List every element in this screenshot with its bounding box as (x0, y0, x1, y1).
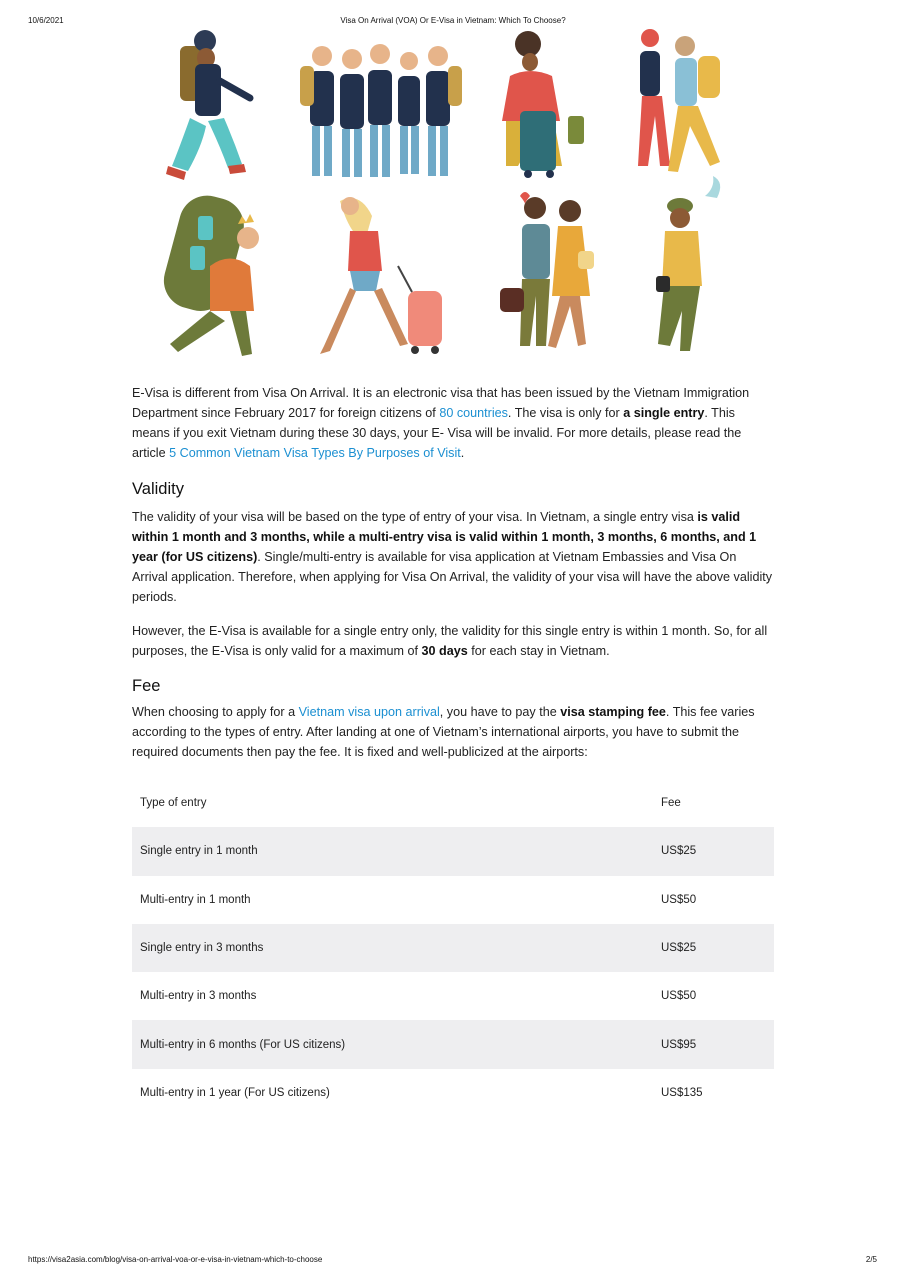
traveler-figure (166, 30, 250, 180)
validity-heading: Validity (132, 480, 184, 498)
fee-cell: US$135 (661, 1086, 703, 1099)
table-row (132, 972, 774, 1020)
table-row (132, 924, 774, 972)
text-run: . This means if you exit Vietnam during these 30 days, your E- Visa will be invalid. For more details, please read the article (132, 406, 742, 460)
fee-cell: US$95 (661, 1038, 697, 1051)
fee-cell: US$25 (661, 942, 697, 955)
print-date: 10/6/2021 (28, 16, 64, 25)
traveler-couple-figure (500, 192, 594, 348)
table-row (132, 1069, 774, 1117)
entry-type-cell: Single entry in 3 months (140, 942, 264, 955)
entry-type-cell: Multi-entry in 3 months (140, 990, 257, 1003)
entry-type-cell: Single entry in 1 month (140, 845, 258, 858)
header-fee: Fee (661, 797, 681, 810)
traveler-group-figure (300, 44, 462, 177)
traveler-figure (502, 31, 584, 178)
bold-text: 30 days (421, 644, 468, 658)
print-url: https://visa2asia.com/blog/visa-on-arrival-voa-or-e-visa-in-vietnam-which-to-choose (28, 1255, 323, 1264)
text-run: . This fee varies according to the types of entry. After landing at one of Vietnam’s international airports, you have to submit the required documents then pay the fee. It is fixed and well-publicized at the airports: (132, 705, 755, 759)
text-run: for each stay in Vietnam. (467, 644, 610, 658)
link-visa-types-article[interactable]: 5 Common Vietnam Visa Types By Purposes of Visit (169, 446, 461, 460)
bold-text: a single entry (623, 406, 705, 420)
fee-paragraph (132, 702, 774, 762)
header-type-of-entry: Type of entry (140, 797, 207, 810)
fee-cell: US$50 (661, 990, 697, 1003)
text-run: . (460, 446, 465, 460)
bold-text: visa stamping fee (560, 705, 666, 719)
entry-type-cell: Multi-entry in 1 year (For US citizens) (140, 1086, 330, 1099)
evisa-intro-paragraph (132, 383, 774, 463)
print-title: Visa On Arrival (VOA) Or E-Visa in Vietnam: Which To Choose? (340, 16, 566, 25)
table-row (132, 876, 774, 924)
text-run: . Single/multi-entry is available for visa application at Vietnam Embassies and Visa On Arrival application. Therefore, when applying for Visa On Arrival, the validity of your visa will have the above validity periods. (132, 550, 773, 604)
traveler-hiker-figure (158, 189, 259, 356)
link-visa-upon-arrival[interactable]: Vietnam visa upon arrival (298, 705, 440, 719)
traveler-couple-figure (638, 29, 720, 172)
traveler-figure (656, 176, 720, 351)
link-80-countries[interactable]: 80 countries (439, 406, 508, 420)
bold-text: is valid within 1 month and 3 months, while a multi-entry visa is valid within 1 month, 3 months, 6 months, and 1 year (for US citizens) (132, 510, 757, 564)
travelers-illustration (150, 26, 765, 366)
entry-type-cell: Multi-entry in 1 month (140, 893, 251, 906)
table-row (132, 1020, 774, 1068)
fee-table-header-row (132, 779, 774, 827)
page-number: 2/5 (865, 1255, 877, 1264)
text-run: E-Visa is different from Visa On Arrival. It is an electronic visa that has been issued by the Vietnam Immigration Department since February 2017 for foreign citizens of (132, 386, 750, 420)
fee-heading: Fee (132, 677, 161, 695)
fee-table (132, 779, 774, 1117)
fee-cell: US$25 (661, 845, 697, 858)
evisa-validity-paragraph (132, 621, 774, 661)
entry-type-cell: Multi-entry in 6 months (For US citizens) (140, 1038, 346, 1051)
text-run: . The visa is only for (507, 406, 624, 420)
table-row (132, 827, 774, 875)
text-run: When choosing to apply for a (132, 705, 299, 719)
text-run: The validity of your visa will be based on the type of entry of your visa. In Vietnam, a single entry visa (132, 510, 698, 524)
traveler-figure (320, 197, 442, 354)
article-body (132, 383, 774, 762)
validity-paragraph (132, 507, 774, 607)
fee-cell: US$50 (661, 893, 697, 906)
text-run: However, the E-Visa is available for a single entry only, the validity for this single entry is within 1 month. So, for all purposes, the E-Visa is only valid for a maximum of (132, 624, 768, 658)
text-run: , you have to pay the (439, 705, 561, 719)
